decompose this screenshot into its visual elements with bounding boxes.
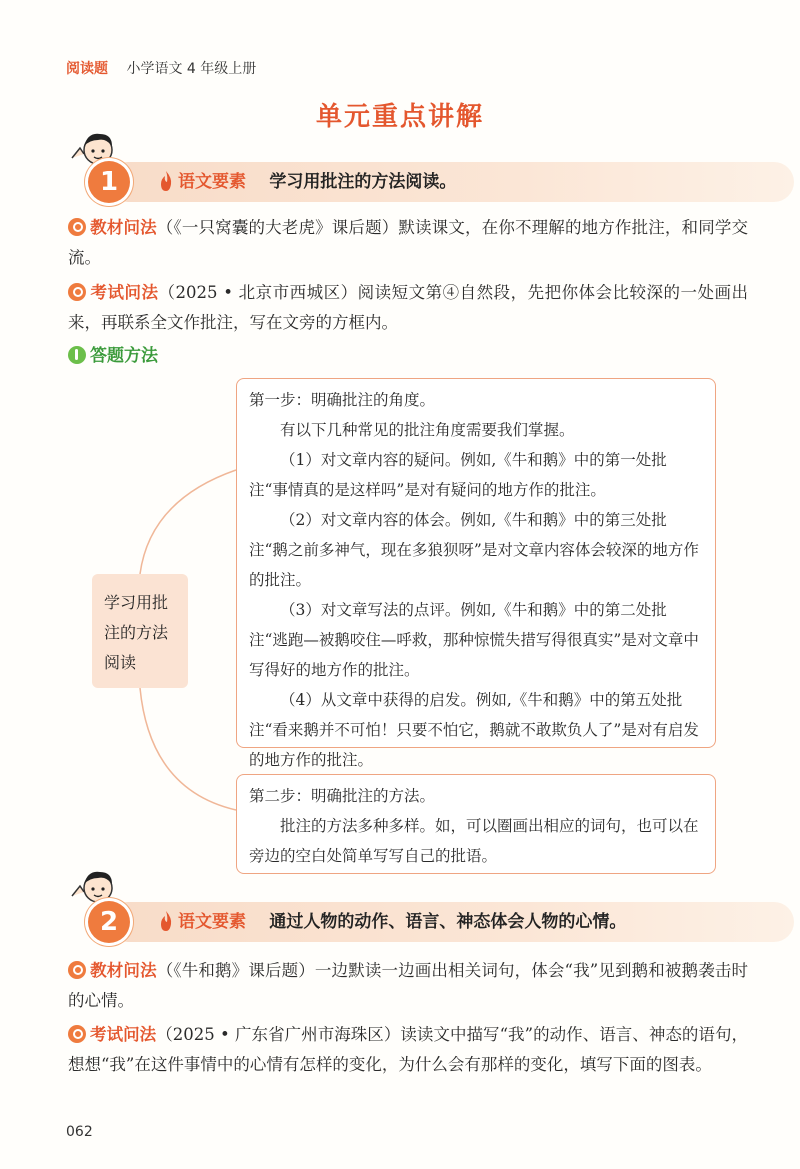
section-2-banner bbox=[108, 902, 794, 942]
exam-question-label: 考试问法 bbox=[90, 1025, 157, 1044]
header-book: 小学语文 4 年级上册 bbox=[126, 61, 257, 77]
step-1-item-2: （2）对文章内容的体会。例如,《牛和鹅》中的第三处批注“鹅之前多神气，现在多狼狈呀”是对文章内容体会较深的地方作的批注。 bbox=[249, 511, 699, 589]
step-2-title: 第二步：明确批注的方法。 bbox=[249, 787, 436, 805]
exam-question-text: （2025 • 北京市西城区）阅读短文第④自然段，先把你体会比较深的一处画出来，再联系全文作批注，写在文旁的方框内。 bbox=[68, 283, 749, 332]
textbook-question-label: 教材问法 bbox=[90, 961, 157, 980]
section-2-textbook-question bbox=[68, 956, 748, 1016]
section-1-number-badge: 1 bbox=[88, 161, 130, 203]
textbook-question-label: 教材问法 bbox=[90, 218, 157, 237]
step-1-item-4: （4）从文章中获得的启发。例如,《牛和鹅》中的第五处批注“看来鹅并不可怕！只要不怕它，鹅就不敢欺负人了”是对有启发的地方作的批注。 bbox=[249, 691, 699, 769]
step-1-intro: 有以下几种常见的批注角度需要我们掌握。 bbox=[280, 421, 575, 439]
step-1-item-1: （1）对文章内容的疑问。例如,《牛和鹅》中的第一处批注“事情真的是这样吗”是对有疑问的地方作的批注。 bbox=[249, 451, 667, 499]
page-number: 062 bbox=[66, 1124, 93, 1140]
section-2-exam-question bbox=[68, 1020, 748, 1080]
section-2-number-badge: 2 bbox=[88, 901, 130, 943]
center-line-2: 注的方法 bbox=[104, 623, 169, 642]
page-title: 单元重点讲解 bbox=[315, 102, 484, 132]
step-2-text: 批注的方法多种多样。如，可以圈画出相应的词句，也可以在旁边的空白处简单写写自己的批语。 bbox=[249, 817, 699, 865]
step-2-box bbox=[236, 774, 716, 874]
center-line-3: 阅读 bbox=[104, 653, 137, 672]
section-2-topic: 通过人物的动作、语言、神态体会人物的心情。 bbox=[269, 912, 627, 932]
step-1-title: 第一步：明确批注的角度。 bbox=[249, 391, 436, 409]
step-1-box bbox=[236, 378, 716, 769]
center-line-1: 学习用批 bbox=[104, 593, 169, 612]
textbook-question-text: （《牛和鹅》课后题）一边默读一边画出相关词句，体会“我”见到鹅和被鹅袭击时的心情。 bbox=[68, 961, 748, 1010]
step-1-item-3: （3）对文章写法的点评。例如,《牛和鹅》中的第二处批注“逃跑—被鹅咬住—呼救，那种惊慌失措写得很真实”是对文章中写得好的地方作的批注。 bbox=[249, 601, 699, 679]
flame-icon bbox=[158, 910, 174, 932]
section-1-topic: 学习用批注的方法阅读。 bbox=[269, 172, 457, 192]
mind-map-center bbox=[92, 574, 188, 688]
textbook-question-text: （《一只窝囊的大老虎》课后题）默读课文，在你不理解的地方作批注，和同学交流。 bbox=[68, 218, 748, 267]
search-icon bbox=[68, 1025, 86, 1043]
exam-question-label: 考试问法 bbox=[90, 283, 159, 302]
answer-method-label: 答题方法 bbox=[90, 346, 158, 366]
section-1-requirement-label: 语文要素 bbox=[178, 172, 246, 192]
header-tag: 阅读题 bbox=[66, 61, 108, 77]
search-icon bbox=[68, 961, 86, 979]
section-2-requirement-label: 语文要素 bbox=[178, 912, 246, 932]
exam-question-text: （2025 • 广东省广州市海珠区）读读文中描写“我”的动作、语言、神态的语句，想想“我”在这件事情中的心情有怎样的变化，为什么会有那样的变化，填写下面的图表。 bbox=[68, 1025, 748, 1074]
